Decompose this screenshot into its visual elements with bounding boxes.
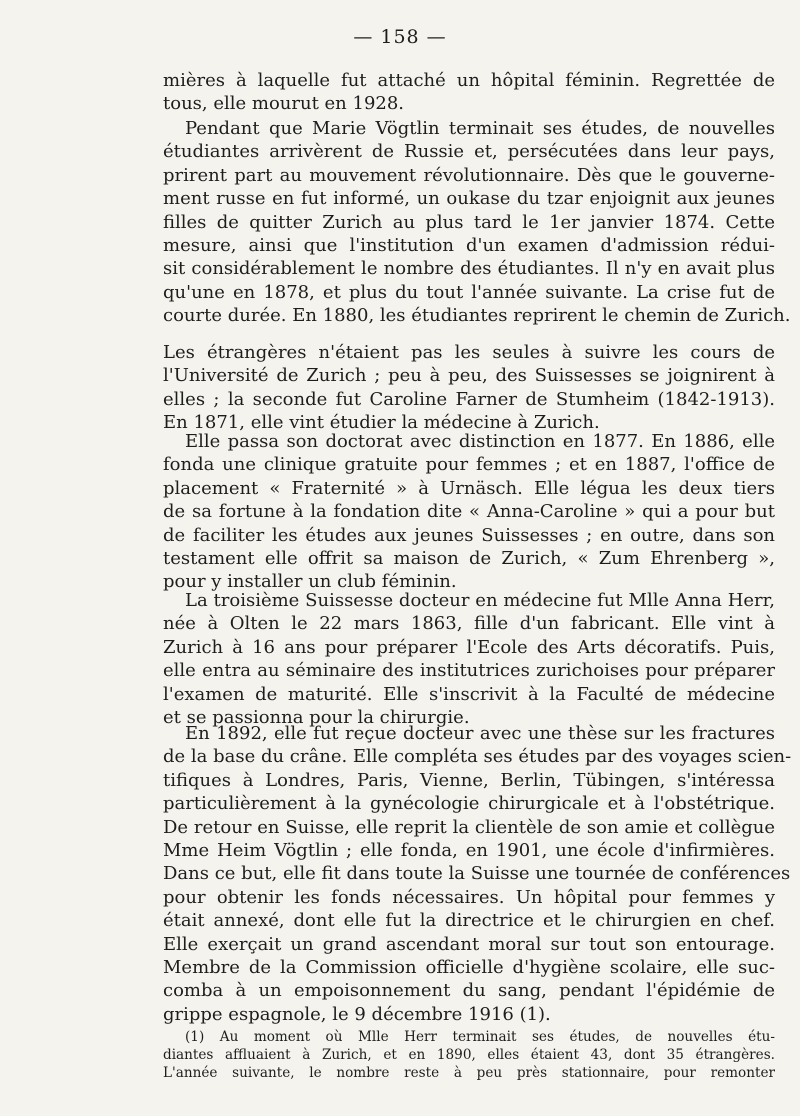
text-line: courte durée. En 1880, les étudiantes reprirent le chemin de Zurich. [163, 305, 791, 327]
footnote-line: L'année suivante, le nombre reste à peu près stationnaire, pour remonter [163, 1065, 775, 1081]
text-line: filles de quitter Zurich au plus tard le 1er janvier 1874. Cette [163, 211, 775, 233]
text-line: étudiantes arrivèrent de Russie et, persécutées dans leur pays, [163, 141, 775, 163]
text-line: prirent part au mouvement révolutionnaire. Dès que le gouverne- [163, 164, 775, 186]
text-line: qu'une en 1878, et plus du tout l'année suivante. La crise fut de [163, 281, 775, 303]
text-line: En 1871, elle vint étudier la médecine à Zurich. [163, 412, 600, 434]
text-line: Elle passa son doctorat avec distinction en 1877. En 1886, elle [185, 431, 775, 452]
text-line: l'examen de maturité. Elle s'inscrivit à la Faculté de médecine [163, 683, 775, 705]
text-line: pour y installer un club féminin. [163, 571, 457, 593]
text-line: Les étrangères n'étaient pas les seules à suivre les cours de [163, 342, 775, 363]
page-number: — 158 — [353, 26, 447, 48]
text-line: mières à laquelle fut attaché un hôpital féminin. Regrettée de [163, 70, 775, 91]
text-line: mesure, ainsi que l'institution d'un examen d'admission rédui- [163, 234, 775, 256]
paragraph [163, 430, 775, 594]
text-line: Dans ce but, elle fit dans toute la Suisse une tournée de conférences [163, 863, 791, 885]
text-line: Pendant que Marie Vögtlin terminait ses études, de nouvelles [185, 118, 775, 139]
text-line: De retour en Suisse, elle reprit la clientèle de son amie et collègue [163, 816, 775, 838]
text-line: ment russe en fut informé, un oukase du tzar enjoignit aux jeunes [163, 188, 775, 210]
paragraph [163, 341, 775, 435]
text-line: elles ; la seconde fut Caroline Farner de Stumheim (1842-1913). [163, 388, 775, 410]
paragraph [163, 589, 775, 729]
text-line: l'Université de Zurich ; peu à peu, des Suissesses se joignirent à [163, 365, 775, 387]
text-line: était annexé, dont elle fut la directrice et le chirurgien en chef. [163, 910, 775, 932]
footnote [163, 1028, 775, 1082]
text-line: sit considérablement le nombre des étudiantes. Il n'y en avait plus [163, 258, 775, 280]
text-line: En 1892, elle fut reçue docteur avec une thèse sur les fractures [185, 723, 775, 744]
text-line: La troisième Suissesse docteur en médecine fut Mlle Anna Herr, [185, 590, 775, 611]
text-line: tifiques à Londres, Paris, Vienne, Berlin, Tübingen, s'intéressa [163, 769, 775, 791]
text-line: particulièrement à la gynécologie chirurgicale et à l'obstétrique. [163, 793, 775, 815]
text-line: grippe espagnole, le 9 décembre 1916 (1). [163, 1003, 551, 1025]
paragraph [163, 117, 791, 328]
text-line: de faciliter les études aux jeunes Suissesses ; en outre, dans son [163, 524, 775, 546]
text-line: Mme Heim Vögtlin ; elle fonda, en 1901, une école d'infirmières. [163, 839, 775, 861]
paragraph [163, 69, 775, 116]
text-line: et se passionna pour la chirurgie. [163, 706, 470, 728]
paragraph [163, 722, 792, 1026]
text-line: fonda une clinique gratuite pour femmes ; et en 1887, l'office de [163, 454, 775, 476]
footnote-line: diantes affluaient à Zurich, et en 1890, elles étaient 43, dont 35 étrangères. [163, 1047, 775, 1063]
text-line: née à Olten le 22 mars 1863, fille d'un fabricant. Elle vint à [163, 613, 775, 635]
text-line: testament elle offrit sa maison de Zurich, « Zum Ehrenberg », [163, 547, 775, 569]
text-line: Zurich à 16 ans pour préparer l'Ecole des Arts décoratifs. Puis, [163, 636, 775, 658]
text-line: de la base du crâne. Elle compléta ses études par des voyages scien- [163, 746, 792, 768]
text-line: elle entra au séminaire des institutrices zurichoises pour préparer [163, 660, 775, 682]
text-line: Membre de la Commission officielle d'hygiène scolaire, elle suc- [163, 956, 775, 978]
text-line: pour obtenir les fonds nécessaires. Un hôpital pour femmes y [163, 886, 775, 908]
text-line: tous, elle mourut en 1928. [163, 93, 405, 115]
text-line: placement « Fraternité » à Urnäsch. Elle légua les deux tiers [163, 477, 775, 499]
text-line: de sa fortune à la fondation dite « Anna-Caroline » qui a pour but [163, 501, 775, 523]
footnote-line: (1) Au moment où Mlle Herr terminait ses études, de nouvelles étu- [185, 1029, 775, 1045]
text-line: comba à un empoisonnement du sang, pendant l'épidémie de [163, 980, 775, 1002]
text-line: Elle exerçait un grand ascendant moral sur tout son entourage. [163, 933, 775, 955]
